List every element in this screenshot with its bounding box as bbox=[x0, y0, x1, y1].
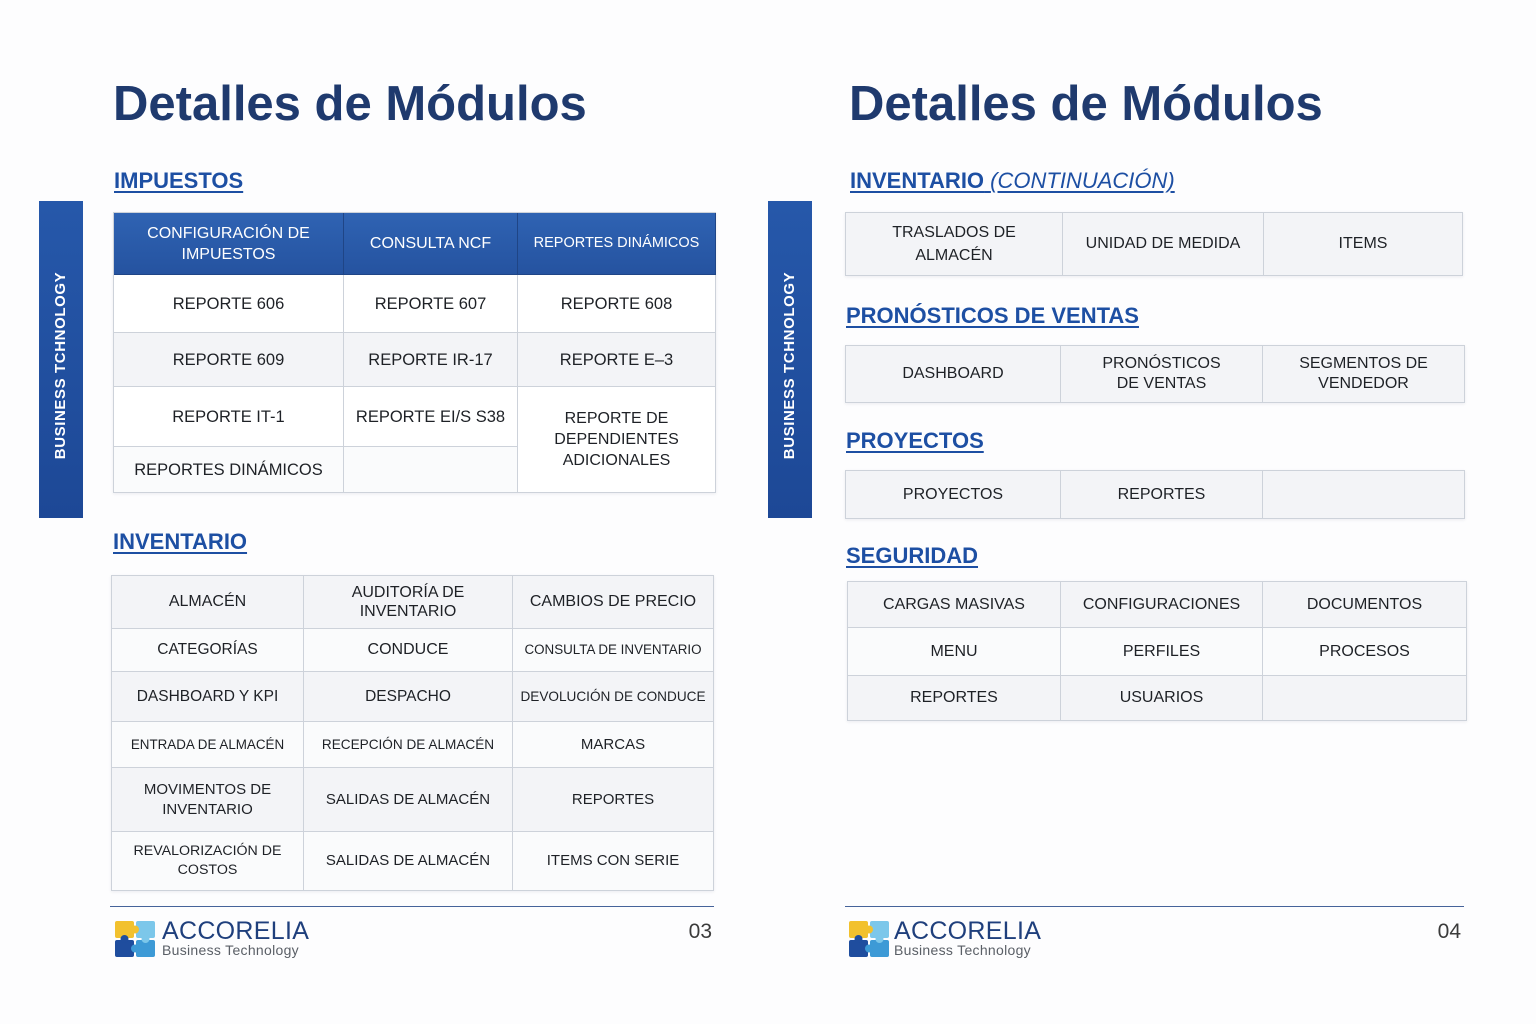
page-title: Detalles de Módulos bbox=[113, 77, 587, 131]
section-heading-inventario-continuacion bbox=[850, 169, 1175, 193]
seguridad-cell: MENU bbox=[848, 628, 1061, 676]
inventario-cell: DEVOLUCIÓN DE CONDUCE bbox=[513, 672, 714, 722]
seguridad-cell: CARGAS MASIVAS bbox=[848, 582, 1061, 628]
impuestos-cell: REPORTE 608 bbox=[518, 275, 716, 333]
impuestos-cell: REPORTE EI/S S38 bbox=[344, 387, 518, 447]
section-heading-impuestos: IMPUESTOS bbox=[114, 168, 244, 193]
pronosticos-cell: SEGMENTOS DE VENDEDOR bbox=[1263, 346, 1465, 403]
brand-name: ACCORELIA bbox=[162, 917, 310, 945]
inventario-continuacion-table bbox=[845, 212, 1463, 276]
inventario-cell: SALIDAS DE ALMACÉN bbox=[304, 832, 513, 891]
brand-name: ACCORELIA bbox=[894, 917, 1042, 945]
impuestos-cell: REPORTE IT-1 bbox=[114, 387, 344, 447]
brand-tagline: Business Technology bbox=[894, 942, 1031, 958]
section-heading-text: INVENTARIO bbox=[850, 168, 985, 193]
impuestos-cell: REPORTE E–3 bbox=[518, 333, 716, 387]
inventario-cell: CATEGORÍAS bbox=[112, 629, 304, 672]
impuestos-cell: REPORTE 607 bbox=[344, 275, 518, 333]
section-heading-proyectos: PROYECTOS bbox=[846, 428, 984, 453]
inventario-cell: CAMBIOS DE PRECIO bbox=[513, 576, 714, 629]
impuestos-header-cell: CONFIGURACIÓN DE IMPUESTOS bbox=[114, 213, 344, 275]
inventario-table bbox=[111, 575, 714, 891]
impuestos-cell-merged: REPORTE DE DEPENDIENTES ADICIONALES bbox=[518, 387, 716, 493]
empty-cell bbox=[1263, 676, 1467, 721]
side-banner bbox=[768, 201, 812, 518]
inventario-cell: REVALORIZACIÓN DE COSTOS bbox=[112, 832, 304, 891]
inventario-cell: DESPACHO bbox=[304, 672, 513, 722]
seguridad-cell: USUARIOS bbox=[1061, 676, 1263, 721]
impuestos-cell: REPORTE IR-17 bbox=[344, 333, 518, 387]
page-number: 04 bbox=[1437, 920, 1461, 943]
side-banner bbox=[39, 201, 83, 518]
impuestos-cell: REPORTES DINÁMICOS bbox=[114, 447, 344, 493]
seguridad-cell: PROCESOS bbox=[1263, 628, 1467, 676]
impuestos-header-cell: REPORTES DINÁMICOS bbox=[518, 213, 716, 275]
impuestos-cell: REPORTE 606 bbox=[114, 275, 344, 333]
seguridad-cell: PERFILES bbox=[1061, 628, 1263, 676]
section-heading-inventario: INVENTARIO bbox=[113, 529, 248, 554]
pronosticos-cell: DASHBOARD bbox=[846, 346, 1061, 403]
section-heading-note: (CONTINUACIÓN) bbox=[990, 168, 1175, 193]
inventario-cell: REPORTES bbox=[513, 768, 714, 832]
section-heading-pronosticos: PRONÓSTICOS DE VENTAS bbox=[846, 303, 1139, 328]
inventario-cell: AUDITORÍA DE INVENTARIO bbox=[304, 576, 513, 629]
seguridad-cell: CONFIGURACIONES bbox=[1061, 582, 1263, 628]
footer-divider bbox=[110, 906, 714, 907]
impuestos-cell: REPORTE 609 bbox=[114, 333, 344, 387]
accorelia-logo-icon bbox=[115, 920, 157, 958]
inventario-cell: ALMACÉN bbox=[112, 576, 304, 629]
pronosticos-cell: PRONÓSTICOS DE VENTAS bbox=[1061, 346, 1263, 403]
inventario-cell: DASHBOARD Y KPI bbox=[112, 672, 304, 722]
page-number: 03 bbox=[688, 920, 712, 943]
pronosticos-table bbox=[845, 345, 1465, 403]
inventario-cell: MARCAS bbox=[513, 722, 714, 768]
inventario-cell: CONDUCE bbox=[304, 629, 513, 672]
impuestos-header-cell: CONSULTA NCF bbox=[344, 213, 518, 275]
inventario-cell: SALIDAS DE ALMACÉN bbox=[304, 768, 513, 832]
seguridad-cell: REPORTES bbox=[848, 676, 1061, 721]
inventario-cell: ENTRADA DE ALMACÉN bbox=[112, 722, 304, 768]
empty-cell bbox=[1263, 471, 1465, 519]
inventario-cell: UNIDAD DE MEDIDA bbox=[1063, 213, 1264, 276]
section-heading-seguridad: SEGURIDAD bbox=[846, 543, 979, 568]
proyectos-table bbox=[845, 470, 1465, 519]
seguridad-table bbox=[847, 581, 1467, 721]
inventario-cell: MOVIMENTOS DE INVENTARIO bbox=[112, 768, 304, 832]
empty-cell bbox=[344, 447, 518, 493]
proyectos-cell: PROYECTOS bbox=[846, 471, 1061, 519]
proyectos-cell: REPORTES bbox=[1061, 471, 1263, 519]
footer-divider bbox=[845, 906, 1464, 907]
inventario-cell: ITEMS CON SERIE bbox=[513, 832, 714, 891]
accorelia-logo-icon bbox=[849, 920, 891, 958]
inventario-cell: TRASLADOS DE ALMACÉN bbox=[846, 213, 1063, 276]
impuestos-table bbox=[113, 212, 716, 493]
side-banner-label: BUSINESS TCHNOLOGY bbox=[781, 271, 799, 460]
inventario-cell: CONSULTA DE INVENTARIO bbox=[513, 629, 714, 672]
side-banner-label: BUSINESS TCHNOLOGY bbox=[52, 271, 70, 460]
inventario-cell: ITEMS bbox=[1264, 213, 1463, 276]
seguridad-cell: DOCUMENTOS bbox=[1263, 582, 1467, 628]
brand-tagline: Business Technology bbox=[162, 942, 299, 958]
inventario-cell: RECEPCIÓN DE ALMACÉN bbox=[304, 722, 513, 768]
page-title: Detalles de Módulos bbox=[849, 77, 1323, 131]
